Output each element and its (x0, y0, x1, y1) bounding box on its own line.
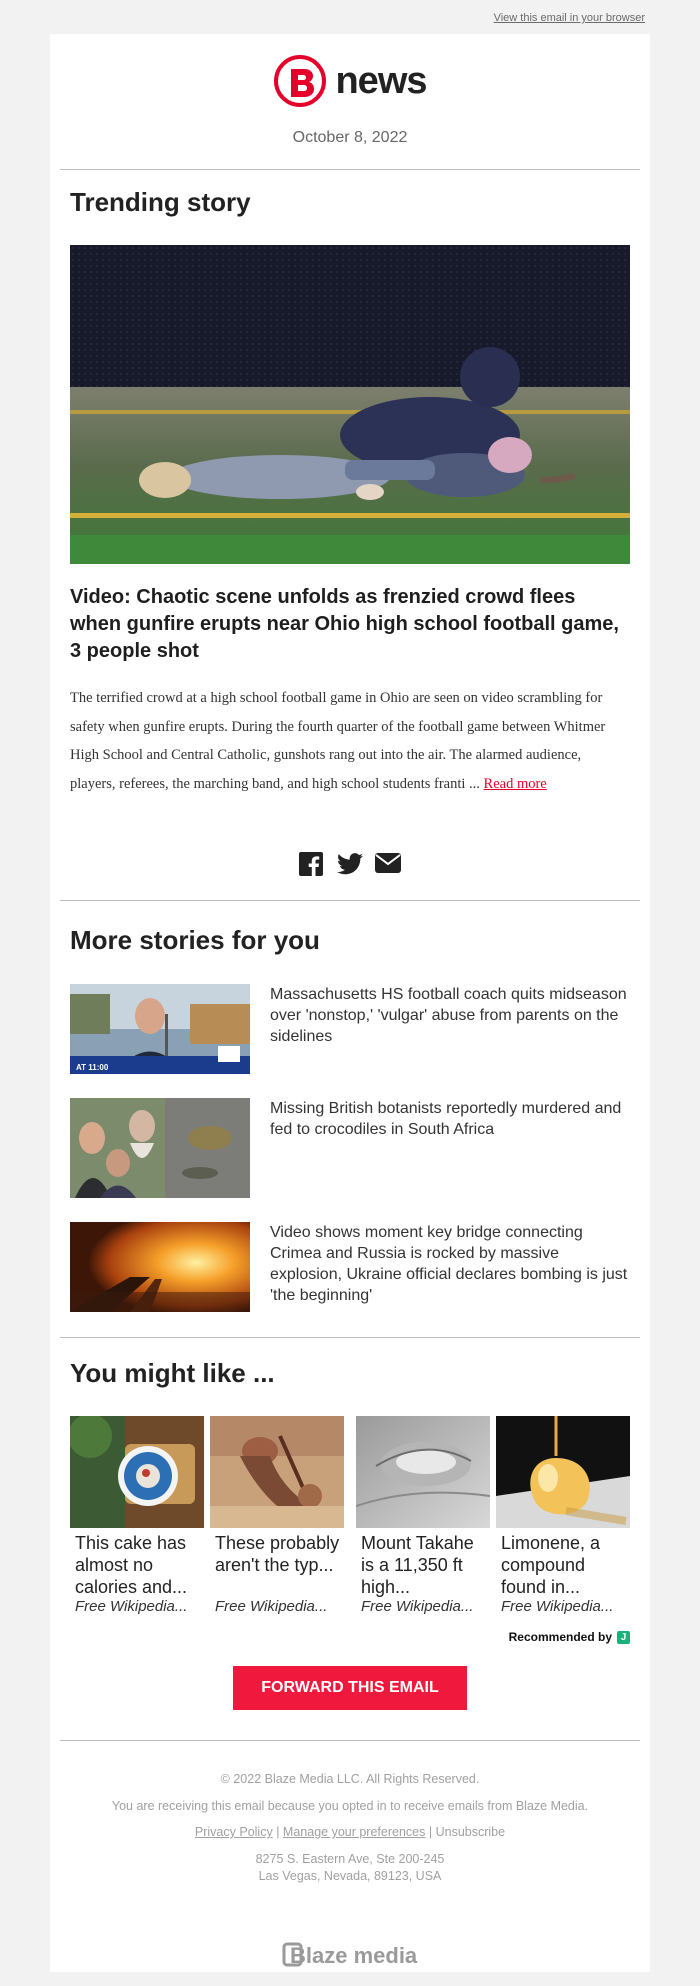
list-item[interactable] (70, 1222, 630, 1322)
hero-photo (70, 245, 630, 564)
divider (60, 1337, 640, 1338)
recommended-by[interactable] (509, 1630, 630, 1644)
share-bar (50, 852, 650, 876)
footer-address-line2: Las Vegas, Nevada, 89123, USA (258, 1869, 442, 1883)
blaze-news-logo[interactable] (273, 54, 426, 108)
recommended-source: Free Wikipedia... (496, 1598, 630, 1615)
email-card (50, 34, 650, 1972)
privacy-policy-link[interactable]: Privacy Policy (194, 1825, 273, 1839)
recommended-source: Free Wikipedia... (210, 1598, 344, 1615)
trending-summary (70, 684, 630, 798)
view-in-browser-link[interactable]: View this email in your browser (493, 12, 645, 24)
recommended-thumbnail[interactable] (356, 1416, 490, 1528)
recommended-title[interactable]: Mount Takahe is a 11,350 ft high... (361, 1533, 474, 1597)
footer-address-line1: 8275 S. Eastern Ave, Ste 200-245 (255, 1852, 445, 1866)
recommended-source: Free Wikipedia... (70, 1598, 204, 1615)
recommended-item[interactable] (210, 1416, 344, 1615)
recommended-source: Free Wikipedia... (356, 1598, 490, 1615)
more-stories-section-title: More stories for you (70, 925, 320, 955)
recommended-title[interactable]: These probably aren't the typ... (215, 1533, 340, 1575)
recommended-item[interactable] (496, 1416, 630, 1615)
divider (60, 900, 640, 901)
thumb-caption: AT 11:00 (76, 1063, 109, 1072)
blaze-media-footer-logo[interactable] (50, 1939, 650, 1974)
footer-links (50, 1825, 650, 1839)
story-thumbnail[interactable] (70, 984, 250, 1074)
separator: | (276, 1825, 280, 1839)
email-date: October 8, 2022 (292, 129, 408, 146)
story-thumbnail[interactable] (70, 1098, 250, 1198)
list-item[interactable] (70, 1098, 630, 1198)
blaze-logo-icon (273, 54, 327, 108)
brand-name: news (335, 60, 427, 102)
story-title[interactable]: Video shows moment key bridge connecting Crimea and Russia is rocked by massive explosion, Ukraine official declares bombing is just 'the beginning' (270, 1224, 628, 1304)
divider (60, 169, 640, 170)
story-thumbnail[interactable] (70, 1222, 250, 1312)
recommended-thumbnail[interactable] (70, 1416, 204, 1528)
trending-summary-text: The terrified crowd at a high school football game in Ohio are seen on video scrambling for safety when gunfire erupts. During the fourth quarter of the football game between Whitmer High School and Central Catholic, gunshots rang out into the air. The alarmed audience, players, referees, the marching band, and high school students franti ... (70, 690, 606, 792)
manage-preferences-link[interactable]: Manage your preferences (282, 1825, 426, 1839)
footer-copyright: © 2022 Blaze Media LLC. All Rights Reserved. (220, 1772, 480, 1786)
separator: | (428, 1825, 433, 1839)
jeeng-badge-icon: J (617, 1631, 630, 1644)
recommended-by-label: Recommended by (508, 1630, 612, 1644)
unsubscribe-link[interactable]: Unsubscribe (435, 1825, 506, 1839)
recommended-title[interactable]: This cake has almost no calories and... (75, 1533, 188, 1597)
footer-brand-text: Blaze media (290, 1943, 418, 1968)
trending-headline[interactable]: Video: Chaotic scene unfolds as frenzied crowd flees when gunfire erupts near Ohio high school football game, 3 people shot (70, 586, 619, 662)
divider (60, 1740, 640, 1741)
twitter-share-icon[interactable] (337, 852, 363, 876)
email-header (50, 34, 650, 147)
you-might-like-section-title: You might like ... (70, 1358, 275, 1388)
recommended-thumbnail[interactable] (496, 1416, 630, 1528)
trending-section-title: Trending story (70, 187, 251, 217)
footer-optin: You are receiving this email because you opted in to receive emails from Blaze Media. (111, 1799, 589, 1813)
forward-email-button[interactable]: FORWARD THIS EMAIL (233, 1666, 467, 1710)
facebook-share-icon[interactable] (299, 852, 325, 876)
recommended-item[interactable] (70, 1416, 204, 1615)
recommended-thumbnail[interactable] (210, 1416, 344, 1528)
recommended-title[interactable]: Limonene, a compound found in... (501, 1533, 601, 1597)
read-more-link[interactable]: Read more (483, 775, 547, 792)
story-title[interactable]: Missing British botanists reportedly murdered and fed to crocodiles in South Africa (270, 1100, 622, 1138)
trending-story-image[interactable] (70, 245, 630, 564)
story-title[interactable]: Massachusetts HS football coach quits midseason over 'nonstop,' 'vulgar' abuse from parents on the sidelines (270, 986, 627, 1045)
list-item[interactable] (70, 984, 630, 1084)
email-share-icon[interactable] (375, 852, 401, 876)
recommended-item[interactable] (356, 1416, 490, 1615)
